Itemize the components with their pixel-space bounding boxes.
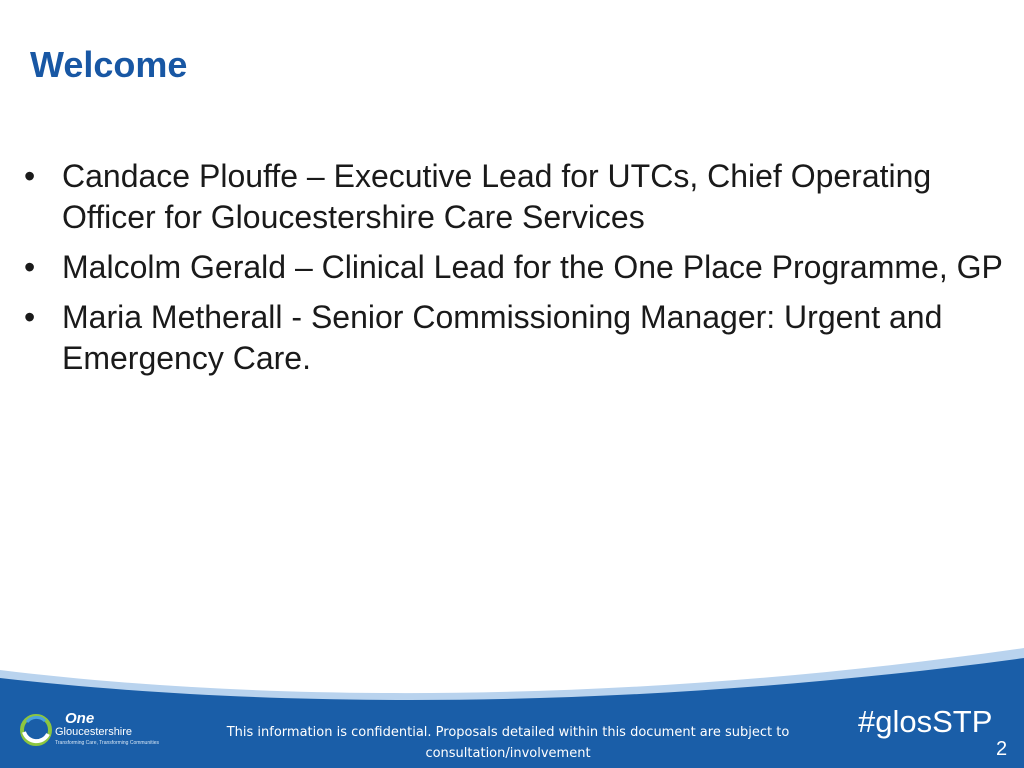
bullet-text: Candace Plouffe – Executive Lead for UTCs, Chief Operating Officer for Gloucestershire Care Services	[62, 158, 932, 235]
bullet-icon: •	[24, 158, 36, 194]
bullet-item	[22, 247, 1012, 288]
logo-swirl-icon	[18, 712, 54, 748]
confidential-line-2: consultation/involvement	[425, 746, 591, 761]
logo-tagline-text: Transforming Care, Transforming Communities	[55, 740, 160, 746]
bullet-icon: •	[24, 299, 36, 335]
page-number: 2	[996, 738, 1008, 760]
bullet-icon: •	[24, 249, 36, 285]
confidential-notice	[198, 722, 818, 764]
slide-title: Welcome	[30, 44, 188, 85]
bullet-list	[22, 156, 1012, 388]
hashtag-label: #glosSTP	[858, 704, 993, 739]
bullet-text: Maria Metherall - Senior Commissioning Manager: Urgent and Emergency Care.	[62, 299, 943, 376]
one-gloucestershire-logo	[18, 712, 168, 752]
bullet-text: Malcolm Gerald – Clinical Lead for the One Place Programme, GP	[62, 249, 1003, 285]
confidential-line-1: This information is confidential. Proposals detailed within this document are subject to	[226, 725, 790, 740]
bullet-item	[22, 156, 1012, 238]
bullet-item	[22, 297, 1012, 379]
logo-one-text: One	[65, 710, 95, 727]
logo-name-text: Gloucestershire	[55, 726, 133, 738]
